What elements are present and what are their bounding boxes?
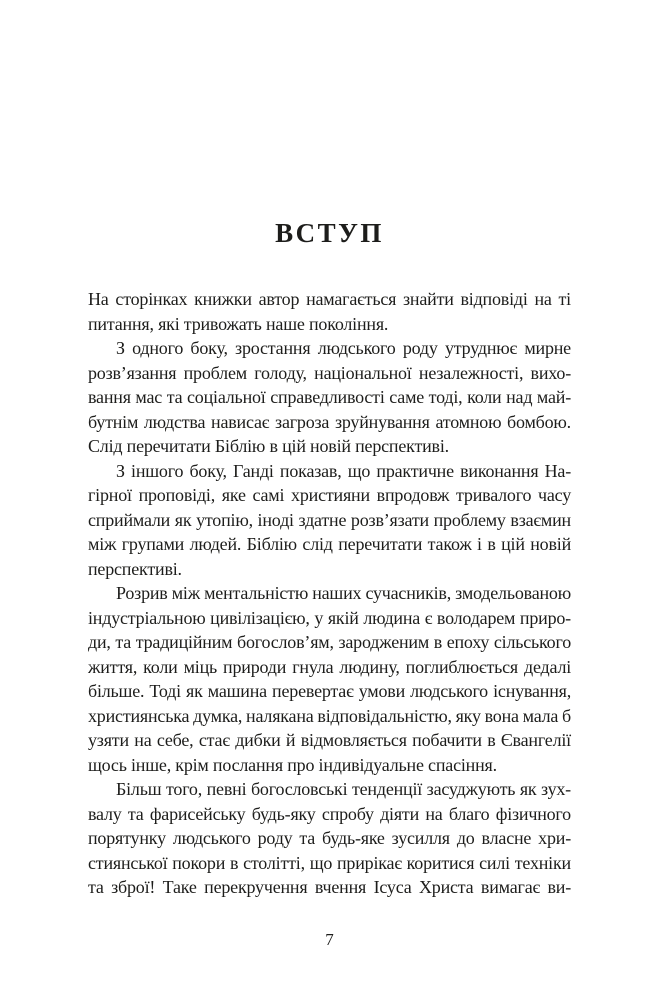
text-line: [88, 434, 571, 459]
text-line: [88, 875, 571, 900]
text-line-content: бутнім людства нависає загроза зруйнування атомною бомбою.: [88, 411, 571, 432]
paragraph: [88, 459, 571, 582]
text-line-content: З одного боку, зростання людського роду утруднює мирне: [116, 338, 571, 358]
text-line-content: порятунку людського роду та будь-яке зусилля до власне хри-: [88, 828, 571, 848]
text-line: [88, 679, 571, 704]
text-line-content: гірної проповіді, яке самі християни впродовж тривалого часу: [88, 485, 572, 505]
text-line: [88, 728, 571, 753]
text-line-content: життя, коли міць природи гнула людину, поглиблюється дедалі: [88, 656, 572, 677]
text-line-content: християнська думка, налякана відповідальністю, яку вона мала б: [88, 705, 572, 726]
text-line-content: На сторінках книжки автор намагається знайти відповіді на ті: [88, 289, 571, 309]
text-line: [88, 312, 571, 337]
text-line: [88, 336, 571, 361]
text-line: [88, 753, 571, 778]
paragraph: [88, 777, 571, 900]
text-line: [88, 410, 571, 435]
text-line-content: більше. Тоді як машина перевертає умови людського існування,: [88, 681, 572, 701]
paragraph: [88, 336, 571, 459]
text-line-content: ди, та традиційним богослов’ям, зародженим в епоху сільського: [88, 632, 572, 652]
text-line-content: щось інше, крім послання про індивідуальне спасіння.: [88, 754, 497, 775]
text-line-content: Слід перечитати Біблію в цій новій перспективі.: [88, 436, 449, 456]
text-line-content: Розрив між ментальністю наших сучасників, змодельованою: [116, 583, 571, 603]
text-line-content: перспективі.: [88, 558, 182, 579]
text-line-content: та зброї! Таке перекручення вчення Ісуса Христа вимагає ви-: [88, 877, 572, 897]
text-line: [88, 704, 571, 729]
text-line: [88, 826, 571, 851]
text-line: [88, 532, 571, 557]
text-line-content: індустріальною цивілізацією, у якій людина є володарем приро-: [88, 607, 571, 628]
text-line-content: узяти на себе, стає дибки й відмовляється побачити в Євангелії: [88, 730, 571, 750]
text-line: [88, 630, 571, 655]
text-line-content: З іншого боку, Ганді показав, що практичне виконання На-: [116, 460, 572, 481]
text-line: [88, 581, 571, 606]
paragraph: [88, 581, 571, 777]
text-line: [88, 655, 571, 680]
text-line: [88, 361, 571, 386]
text-line: [88, 777, 571, 802]
paragraph: [88, 287, 571, 336]
page-number: 7: [325, 930, 334, 949]
text-line: [88, 802, 571, 827]
text-line-content: вання мас та соціальної справедливості саме тоді, коли над май-: [88, 387, 572, 407]
text-line-content: сприймали як утопію, іноді здатне розв’язати проблему взаємин: [88, 509, 571, 530]
text-line-content: Більш того, певні богословські тенденції засуджують як зух-: [116, 779, 571, 799]
page-body: [88, 287, 571, 900]
text-line: [88, 483, 571, 508]
text-line: [88, 508, 571, 533]
text-line-content: питання, які тривожать наше покоління.: [88, 313, 389, 334]
text-line: [88, 287, 571, 312]
text-line: [88, 557, 571, 582]
page-title: ВСТУП: [275, 218, 384, 248]
text-line-content: між групами людей. Біблію слід перечитати також і в цій новій: [88, 534, 572, 554]
text-line-content: валу та фарисейську будь-яку спробу діяти на благо фізичного: [88, 803, 571, 824]
text-line: [88, 851, 571, 876]
text-line: [88, 606, 571, 631]
text-line-content: стиянської покори в столітті, що прирікає коритися силі техніки: [88, 852, 571, 873]
text-line-content: розв’язання проблем голоду, національної незалежності, вихо-: [88, 362, 571, 383]
text-line: [88, 385, 571, 410]
text-line: [88, 459, 571, 484]
